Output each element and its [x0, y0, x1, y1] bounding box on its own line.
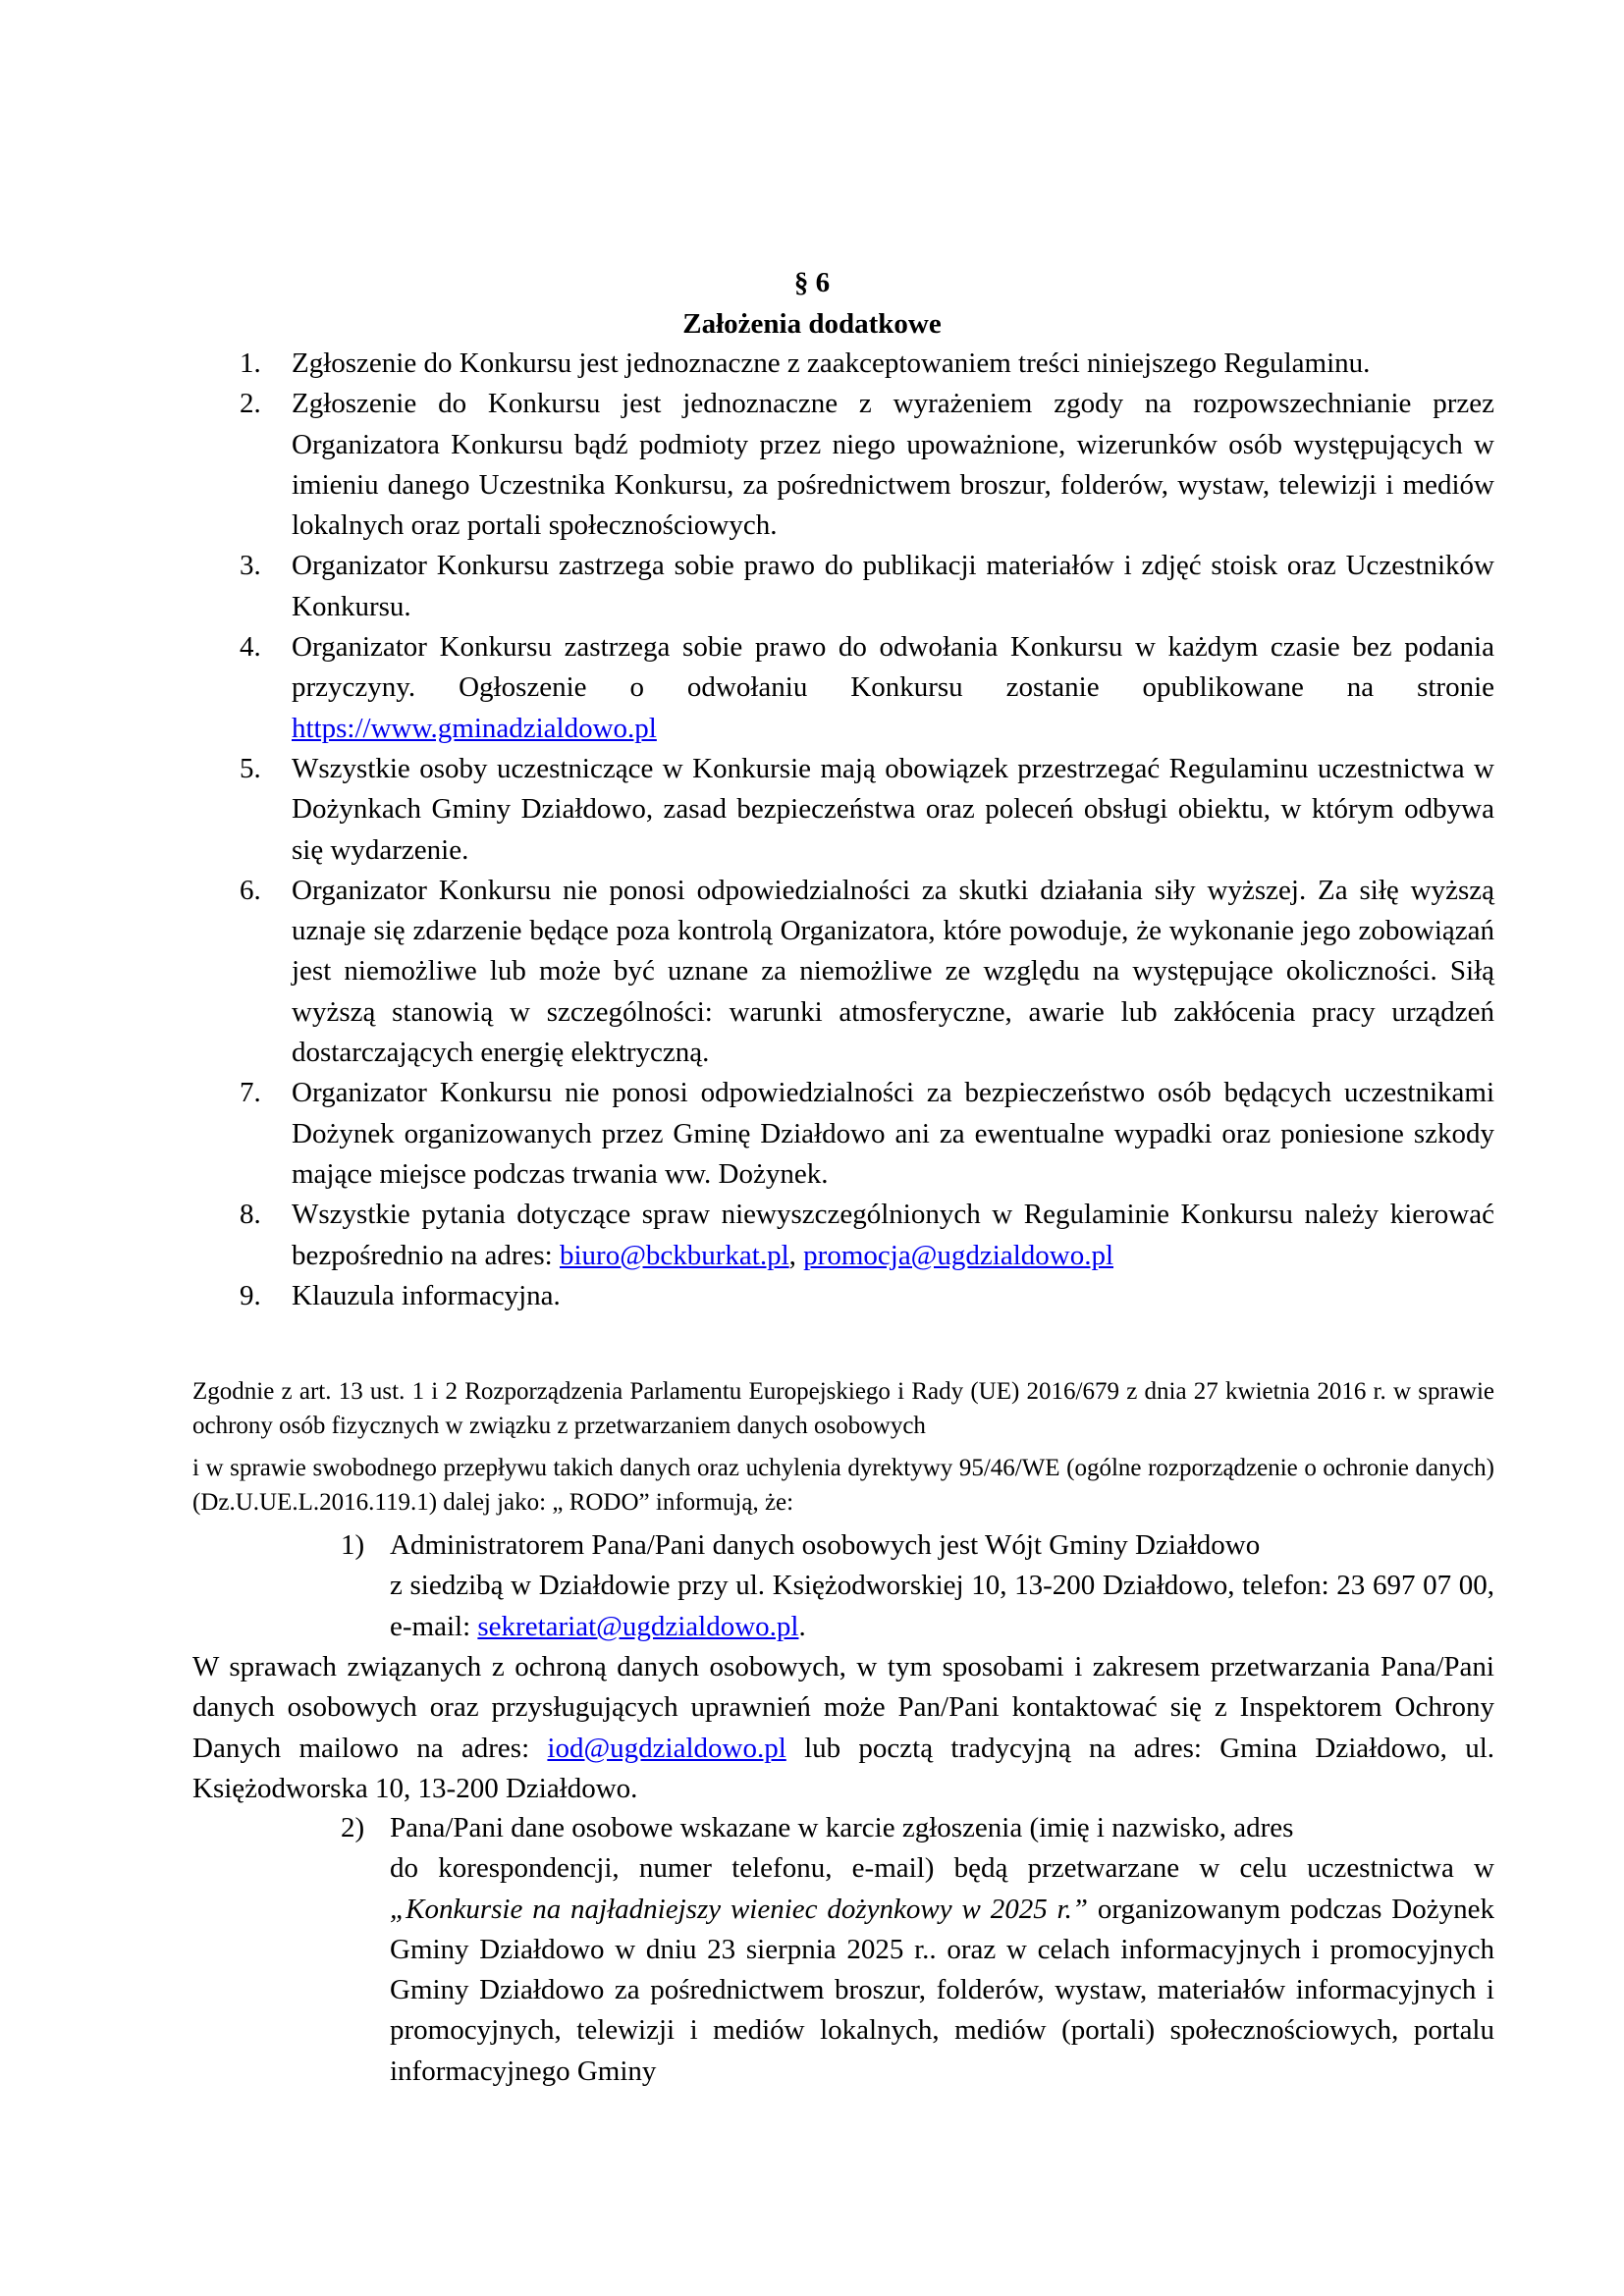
list-item-number: 7.: [240, 1077, 261, 1109]
rodo-point-2: [0, 1808, 1624, 2092]
numbered-list: [0, 344, 1624, 1316]
section-number: § 6: [793, 267, 831, 298]
list-item-number: 8.: [240, 1199, 261, 1231]
section-title: Założenia dodatkowe: [682, 308, 942, 340]
list-item-text-content: Organizator Konkursu zastrzega sobie prawo do odwołania Konkursu w każdym czasie bez podania przyczyny. Ogłoszenie o odwołaniu Konkursu zostanie opublikowane na stronie: [292, 631, 1494, 704]
separator: ,: [788, 1239, 796, 1271]
list-item-text: Organizator Konkursu nie ponosi odpowiedzialności za skutki działania siły wyższej. Za siłę wyższą uznaje się zdarzenie będące poza kontrolą Organizatora, które powoduje, że wykonanie jego zobowiązań jest niemożliwe lub może być uznane za niemożliwe ze względu na występujące okoliczności. Siłą wyższą stanowią w szczególności: warunki atmosferyczne, awarie lub zakłócenia pracy urządzeń dostarczających energię elektryczną.: [292, 874, 1494, 1069]
list-item: [0, 384, 1624, 546]
email-link-sekretariat[interactable]: sekretariat@ugdzialdowo.pl: [477, 1610, 799, 1642]
list-item-text: [292, 627, 1494, 749]
rodo-point-number: 1): [341, 1529, 365, 1561]
list-item-number: 6.: [240, 874, 261, 906]
rodo-point-line1: Pana/Pani dane osobowe wskazane w karcie zgłoszenia (imię i nazwisko, adres: [390, 1812, 1294, 1843]
rodo-point-number: 2): [341, 1812, 365, 1843]
rodo-point-1: [0, 1525, 1624, 1647]
email-link-iod[interactable]: iod@ugdzialdowo.pl: [547, 1732, 786, 1764]
list-item-number: 9.: [240, 1279, 261, 1311]
list-item: [0, 344, 1624, 384]
list-item-text: Klauzula informacyjna.: [292, 1279, 561, 1311]
list-item-text-content: Wszystkie pytania dotyczące spraw niewyszczególnionych w Regulaminie Konkursu należy kierować bezpośrednio na adres:: [292, 1199, 1494, 1271]
list-item-text: [292, 1195, 1494, 1276]
list-item: [0, 1073, 1624, 1195]
list-item: [0, 546, 1624, 627]
contest-name: „Konkursie na najładniejszy wieniec dożynkowy w 2025 r.”: [390, 1893, 1089, 1925]
list-item: [0, 749, 1624, 871]
email-link-biuro[interactable]: biuro@bckburkat.pl: [559, 1239, 789, 1271]
list-item-number: 2.: [240, 388, 261, 420]
list-item: [0, 871, 1624, 1073]
rodo-point-text-before: do korespondencji, numer telefonu, e-mail) będą przetwarzane w celu uczestnictwa w: [390, 1852, 1494, 1885]
list-item: [0, 1195, 1624, 1276]
website-link[interactable]: https://www.gminadzialdowo.pl: [292, 712, 657, 744]
contact-text-after: lub pocztą tradycyjną na adres: Gmina Działdowo, ul. Księżodworska 10, 13-200 Działdowo.: [192, 1732, 1494, 1804]
list-item-text: Wszystkie osoby uczestniczące w Konkursie mają obowiązek przestrzegać Regulaminu uczestnictwa w Dożynkach Gminy Działdowo, zasad bezpieczeństwa oraz poleceń obsługi obiektu, w którym odbywa się wydarzenie.: [292, 752, 1494, 866]
rodo-point-text-content: z siedzibą w Działdowie przy ul. Księżodworskiej 10, 13-200 Działdowo, telefon: 23 697 07 00, e-mail:: [390, 1570, 1494, 1642]
list-item-text: Organizator Konkursu nie ponosi odpowiedzialności za bezpieczeństwo osób będących uczestnikami Dożynek organizowanych przez Gminę Działdowo ani za ewentualne wypadki oraz poniesione szkody mające miejsce podczas trwania ww. Dożynek.: [292, 1077, 1494, 1190]
email-link-promocja[interactable]: promocja@ugdzialdowo.pl: [803, 1239, 1113, 1271]
list-item-number: 5.: [240, 752, 261, 784]
list-item-text: Organizator Konkursu zastrzega sobie prawo do publikacji materiałów i zdjęć stoisk oraz Uczestników Konkursu.: [292, 550, 1494, 622]
rodo-point-line1: Administratorem Pana/Pani danych osobowych jest Wójt Gminy Działdowo: [390, 1529, 1261, 1561]
list-item-number: 3.: [240, 550, 261, 582]
contact-text-before: W sprawach związanych z ochroną danych osobowych, w tym sposobami i zakresem przetwarzania Pana/Pani danych osobowych oraz przysługujących uprawnień może Pan/Pani kontaktować się z Inspektorem Ochrony Danych mailowo na adres:: [192, 1651, 1494, 1764]
list-item-number: 4.: [240, 631, 261, 664]
rodo-point-text: [390, 1566, 1494, 1647]
rodo-point-text-after: organizowanym podczas Dożynek Gminy Działdowo w dniu 23 sierpnia 2025 r.. oraz w celach informacyjnych i promocyjnych Gminy Działdowo za pośrednictwem broszur, folderów, wystaw, materiałów informacyjnych i promocyjnych, telewizji i mediów lokalnych, mediów (portali) społecznościowych, portalu informacyjnego Gminy: [390, 1893, 1494, 2087]
rodo-point-text: [390, 1848, 1494, 2092]
rodo-intro-line2: i w sprawie swobodnego przepływu takich danych oraz uchylenia dyrektywy 95/46/WE (ogólne rozporządzenie o ochronie danych) (Dz.U.UE.L.2016.119.1) dalej jako: „ RODO” informują, że:: [192, 1455, 1494, 1516]
sentence-end: .: [798, 1610, 806, 1642]
list-item: [0, 1276, 1624, 1316]
list-item-text: Zgłoszenie do Konkursu jest jednoznaczne z zaakceptowaniem treści niniejszego Regulaminu.: [292, 347, 1371, 379]
contact-paragraph: [192, 1647, 1494, 1809]
list-item-number: 1.: [240, 347, 261, 379]
rodo-intro-line1: Zgodnie z art. 13 ust. 1 i 2 Rozporządzenia Parlamentu Europejskiego i Rady (UE) 2016/679 z dnia 27 kwietnia 2016 r. w sprawie ochrony osób fizycznych w związku z przetwarzaniem danych osobowych: [192, 1378, 1494, 1439]
list-item: [0, 627, 1624, 749]
list-item-text: Zgłoszenie do Konkursu jest jednoznaczne z wyrażeniem zgody na rozpowszechnianie przez Organizatora Konkursu bądź podmioty przez niego upoważnione, wizerunków osób występujących w imieniu danego Uczestnika Konkursu, za pośrednictwem broszur, folderów, wystaw, telewizji i mediów lokalnych oraz portali społecznościowych.: [292, 388, 1494, 542]
